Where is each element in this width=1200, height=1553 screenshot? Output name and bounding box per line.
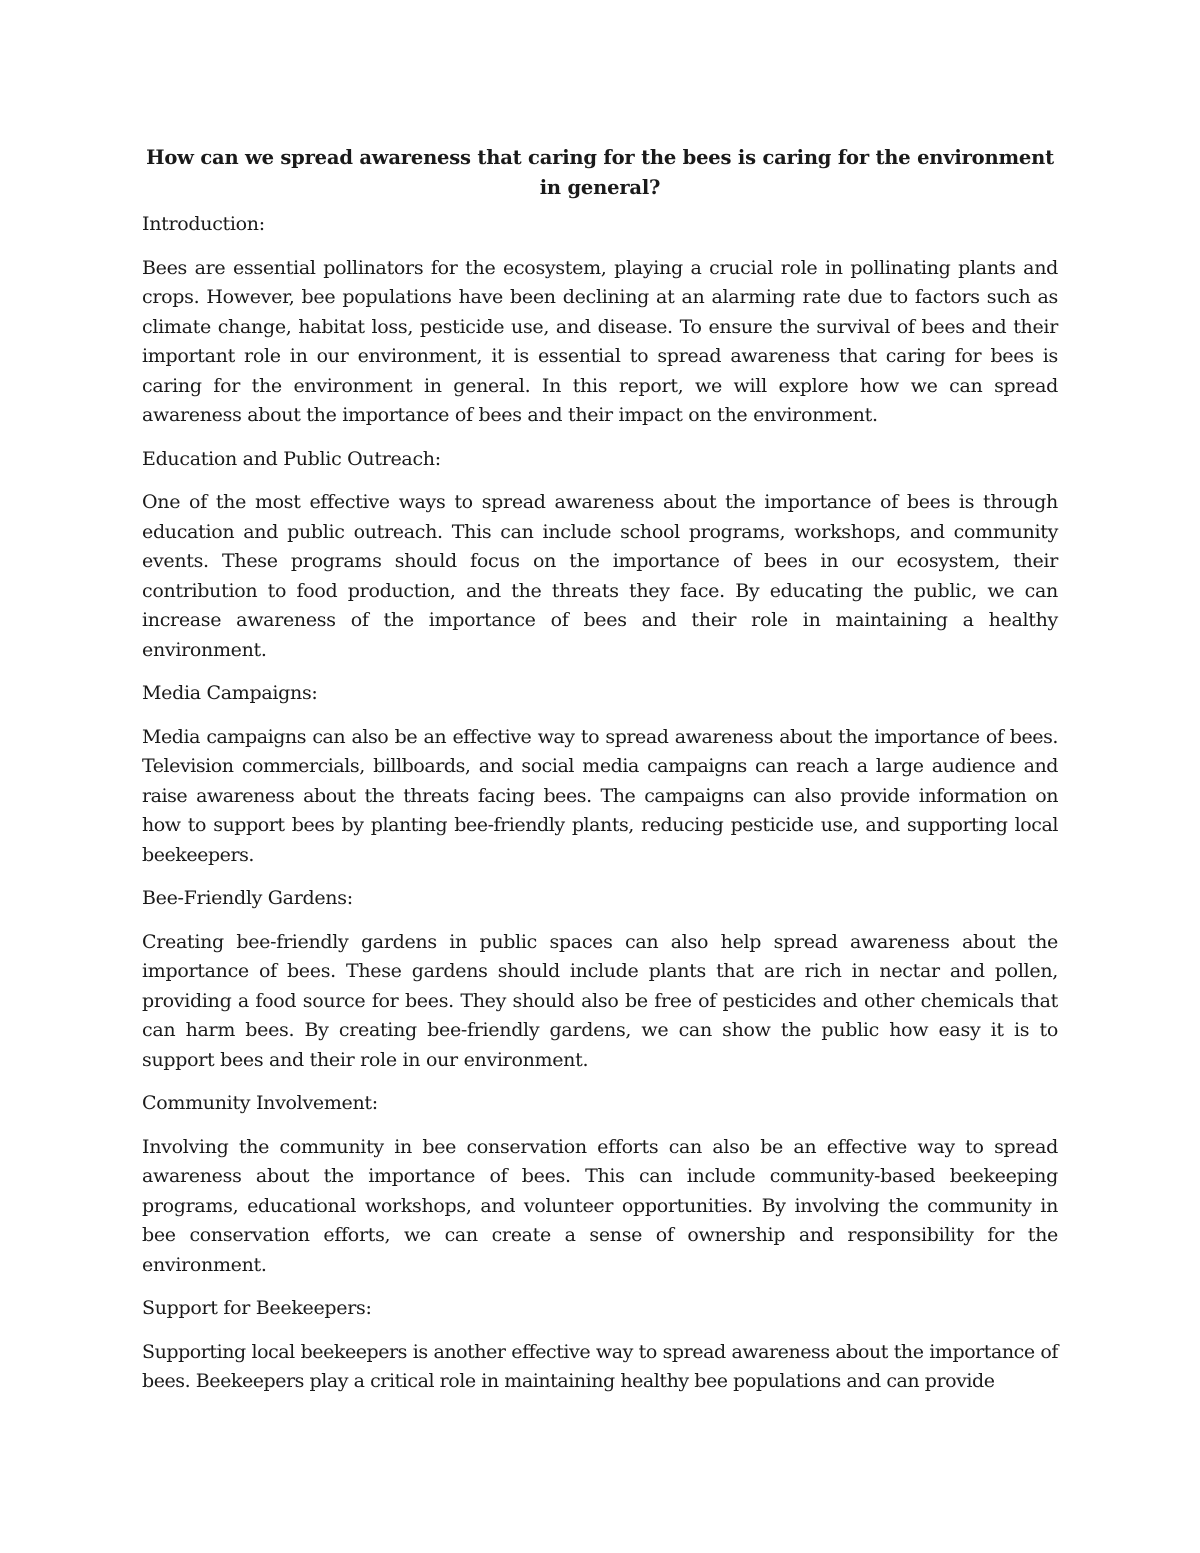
document-title: How can we spread awareness that caring for the bees is caring for the environment in general?	[146, 146, 1054, 199]
section-heading-beekeepers: Support for Beekeepers:	[142, 1297, 372, 1319]
section-body-community: Involving the community in bee conservation efforts can also be an effective way to spread awareness about the importance of bees. This can include community-based beekeeping programs, educational workshops, and volunteer opportunities. By involving the community in bee conservation efforts, we can create a sense of ownership and responsibility for the environment.	[142, 1135, 1058, 1276]
section-heading-gardens: Bee-Friendly Gardens:	[142, 887, 353, 909]
section-body-beekeepers: Supporting local beekeepers is another effective way to spread awareness about the importance of bees. Beekeepers play a critical role in maintaining healthy bee populations and can provide	[142, 1340, 1058, 1392]
section-heading-community: Community Involvement:	[142, 1092, 378, 1114]
section-body-education: One of the most effective ways to spread awareness about the importance of bees is through education and public outreach. This can include school programs, workshops, and community events. These programs should focus on the importance of bees in our ecosystem, their contribution to food production, and the threats they face. By educating the public, we can increase awareness of the importance of bees and their role in maintaining a healthy environment.	[142, 491, 1058, 661]
document-body	[142, 143, 1058, 1411]
section-body-gardens: Creating bee-friendly gardens in public spaces can also help spread awareness about the importance of bees. These gardens should include plants that are rich in nectar and pollen, providing a food source for bees. They should also be free of pesticides and other chemicals that can harm bees. By creating bee-friendly gardens, we can show the public how easy it is to support bees and their role in our environment.	[142, 930, 1058, 1071]
section-heading-education: Education and Public Outreach:	[142, 447, 441, 470]
section-body-introduction: Bees are essential pollinators for the ecosystem, playing a crucial role in pollinating plants and crops. However, bee populations have been declining at an alarming rate due to factors such as climate change, habitat loss, pesticide use, and disease. To ensure the survival of bees and their important role in our environment, it is essential to spread awareness that caring for bees is caring for the environment in general. In this report, we will explore how we can spread awareness about the importance of bees and their impact on the environment.	[142, 256, 1058, 426]
section-heading-media: Media Campaigns:	[142, 682, 318, 704]
section-body-media: Media campaigns can also be an effective way to spread awareness about the importance of bees. Television commercials, billboards, and social media campaigns can reach a large audience and raise awareness about the threats facing bees. The campaigns can also provide information on how to support bees by planting bee-friendly plants, reducing pesticide use, and supporting local beekeepers.	[142, 725, 1058, 866]
section-heading-introduction: Introduction:	[142, 213, 265, 235]
